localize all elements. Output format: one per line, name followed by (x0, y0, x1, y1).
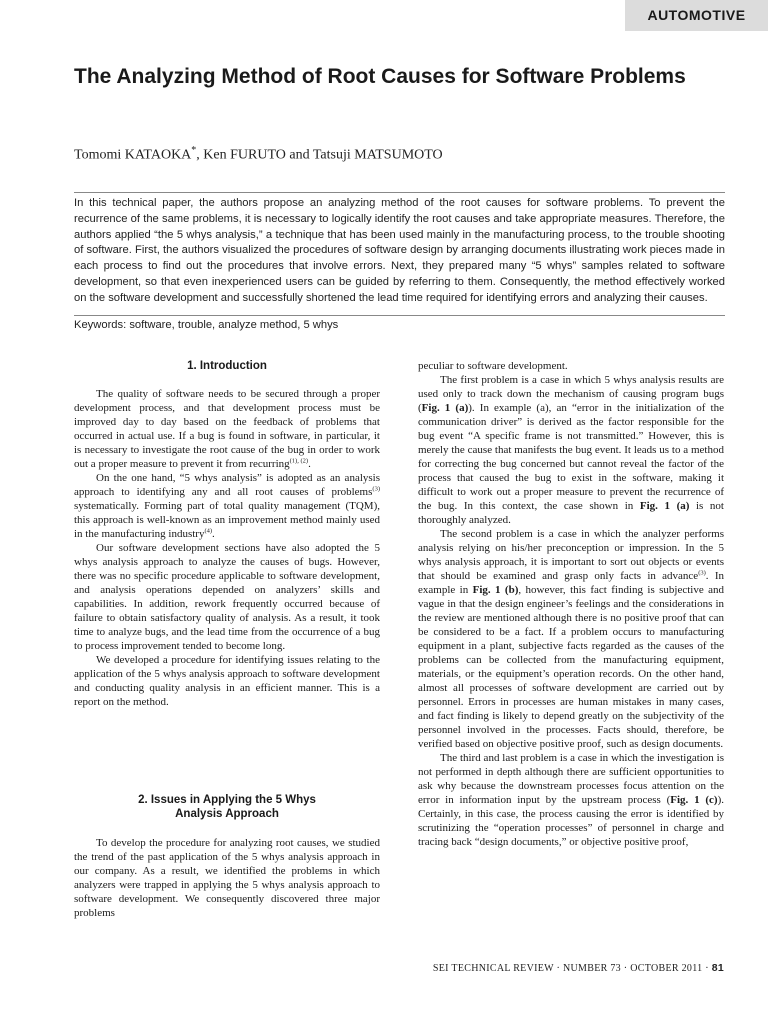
section-tab: AUTOMOTIVE (625, 0, 768, 31)
author-rest: , Ken FURUTO and Tatsuji MATSUMOTO (196, 147, 443, 163)
citation: (3) (698, 569, 706, 577)
paragraph: The quality of software needs to be secured through a proper development process, and that development process must be improved day to day based on the feedback of problems that occurred in actual use. If a bug is found in software, in particular, it is necessary to investigate the root cause of the bug in order to work out a proper measure to prevent it from recurring$^{(1), (2)}$. (74, 388, 380, 470)
page-footer (433, 962, 724, 974)
figure-ref: Fig. 1 (a) (421, 402, 469, 414)
abstract-top-rule (74, 192, 725, 193)
paragraph: The first problem is a case in which 5 whys analysis results are used only to track down the mechanism of causing program bugs (Fig. 1 (a)). In example (a), an “error in the initialization of the communication driver” is derived as the factor responsible for the bug event “A specific frame is not transmitted.” However, this is merely the cause that manifests the bug event. It leads us to a method for correcting the bug concerned but cannot reveal the factor of the process that caused the bug to exist in the software, making it difficult to work out a proper measure to prevent the recurrence of the bug. In this context, the case shown in Fig. 1 (a) is not thoroughly analyzed. (418, 374, 724, 526)
section-heading-issues (74, 793, 380, 821)
section-heading-introduction: 1. Introduction (187, 360, 267, 372)
paragraph: Our software development sections have also adopted the 5 whys analysis approach to analyze the causes of bugs. However, there was no specific procedure applicable to software development, and analysis operations depended on analyzers’ skills and capabilities. In addition, rework frequently occurred because of failure to obtain satisfactory quality of analysis. As a result, it took time to analyze bugs, and the lead time from the occurrence of a bug to process improvement tended to become long. (74, 542, 380, 652)
footer-separator: · (623, 963, 628, 974)
footer-separator: · (556, 963, 561, 974)
author-line (74, 145, 443, 164)
figure-ref: Fig. 1 (c) (670, 794, 718, 806)
journal-name: SEI TECHNICAL REVIEW (432, 963, 554, 974)
paragraph: The third and last problem is a case in which the investigation is not performed in depth although there are sufficient opportunities to ask why because the downstream processes focus attention on the error in information input by the upstream process (Fig. 1 (c)). Certainly, in this case, the process causing the error is identified by scrutinizing the “operation processes” of personnel in charge and tracing back “design documents,” or objective positive proof, (418, 752, 724, 848)
citation: (1), (2) (289, 457, 309, 465)
journal-date: OCTOBER 2011 (630, 963, 703, 974)
article-title: The Analyzing Method of Root Causes for Software Problems (74, 65, 686, 88)
author-first: Tomomi KATAOKA (74, 147, 192, 163)
paragraph: To develop the procedure for analyzing root causes, we studied the trend of the past application of the 5 whys analysis approach in our company. As a result, we identified the problems in which analyzers were trapped in applying the 5 whys analysis approach to software development. We consequently discovered three major problems (74, 837, 380, 919)
figure-ref: Fig. 1 (b) (472, 584, 519, 596)
section-heading-line: 2. Issues in Applying the 5 Whys (138, 794, 316, 806)
figure-ref: Fig. 1 (a) (639, 500, 690, 512)
left-column-intro (74, 387, 380, 709)
paragraph: peculiar to software development. (418, 360, 568, 372)
abstract: In this technical paper, the authors propose an analyzing method of the root causes for software problems. To prevent the recurrence of the same problems, it is necessary to logically identify the root causes and take appropriate measures. Therefore, the authors applied “the 5 whys analysis,” a technique that has been used mainly in the manufacturing process, to the trouble shooting of software. First, the authors visualized the procedures of software design by arranging documents illustrating work pieces made in each process to find out the procedures that involve errors. Next, they prepared many “5 whys” samples related to software development, so that even inexperienced users can be guided by referring to them. Consequently, the method effectively worked on the software development and successfully shortened the lead time required for identifying errors and analyzing their causes. (74, 197, 725, 304)
abstract-bottom-rule (74, 315, 725, 316)
keywords: Keywords: software, trouble, analyze method, 5 whys (74, 319, 339, 331)
paragraph: We developed a procedure for identifying issues relating to the application of the 5 whys analysis approach to software development and conducting quality analysis in an efficient manner. This is a report on the method. (74, 654, 380, 708)
author-mark: * (191, 145, 197, 156)
right-column (418, 359, 724, 849)
journal-number: NUMBER 73 (562, 963, 621, 974)
citation: (4) (204, 527, 213, 535)
paragraph: On the one hand, “5 whys analysis” is adopted as an analysis approach to identifying any and all root causes of problems$^{(3)}$ systematically. Forming part of total quality management (TQM), this approach is well-known as an improvement method mainly used in the manufacturing industry$^{(4)}$. (74, 472, 380, 540)
left-column-issues (74, 836, 380, 920)
paragraph: The second problem is a case in which the analyzer performs analysis relying on his/her preconception or impression. In the 5 whys analysis approach, it is important to sort out objects or events that should be examined and grasp only facts in advance$^{(3)}$. In example in Fig. 1 (b), however, this fact finding is subjective and vague in that the design engineer’s feelings and the considerations in the review are mentioned although there is no positive proof that can be considered to be a fact. If a problem occurs to manufacturing equipment in a plant, subjective facts regarded as the causes of the problems can be collected from the manufacturing equipment, materials, or the equipment’s operation records. On the other hand, almost all processes of software development are carried out by personnel. Errors in processes are human mistakes in many cases, and fact finding is likely to depend greatly on the subjectivity of the personnel involved in the processes. Facts should, therefore, be verified based on objective positive proof, such as design documents. (418, 528, 724, 750)
footer-separator: · (705, 963, 709, 974)
section-heading-line: Analysis Approach (175, 808, 279, 820)
citation: (3) (372, 485, 380, 493)
page-number: 81 (711, 962, 724, 974)
